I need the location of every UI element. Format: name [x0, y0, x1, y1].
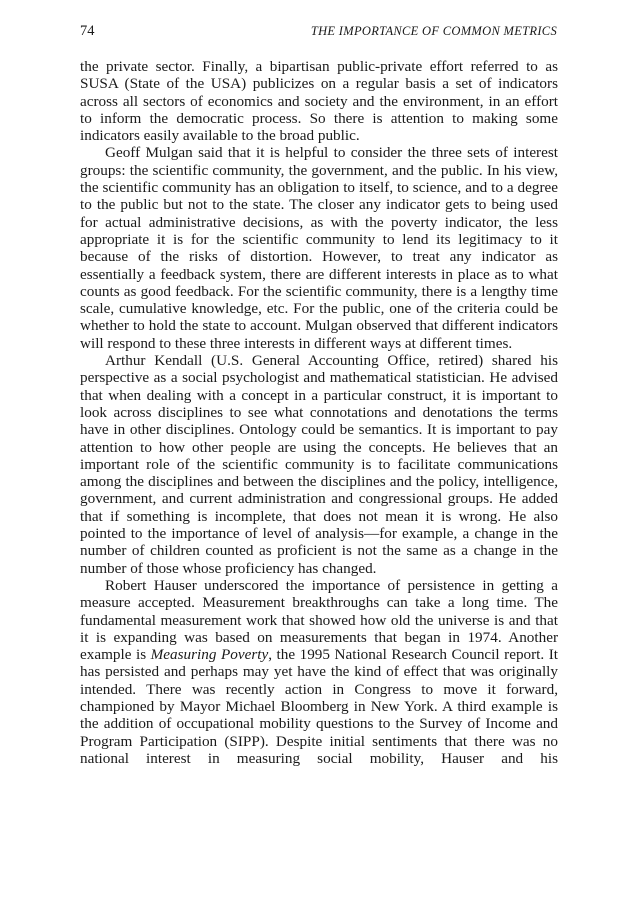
paragraph: Arthur Kendall (U.S. General Accounting Office, retired) shared his perspective as a social psychologist and mathematical statistician. He advised that when dealing with a concept in a particular construct, it is important to look across disciplines to see what connotations and denotations the terms have in other disciplines. Ontology could be semantics. It is important to pay attention to how other people are using the concepts. He believes that an important role of the scientific community is to facilitate communications among the disciplines and between the disciplines and the policy, intelligence, government, and current administration and congressional groups. He added that if something is incomplete, that does not mean it is wrong. He also pointed to the importance of level of analysis—for example, a change in the number of children counted as proficient is not the same as a change in the number of those whose proficiency has changed. [80, 352, 558, 577]
body-text [80, 58, 558, 767]
paragraph-text: , the 1995 National Research Council report. It has persisted and perhaps may yet have the kind of effect that was originally intended. There was recently action in Congress to move it forward, championed by Mayor Michael Bloomberg in New York. A third example is the addition of occupational mobility questions to the Survey of Income and Program Participation (SIPP). Despite initial sentiments that there was no national interest in measuring social mobility, Hauser and his [80, 646, 559, 767]
book-title: Measuring Poverty [150, 646, 269, 664]
paragraph: Geoff Mulgan said that it is helpful to consider the three sets of interest groups: the scientific community, the government, and the public. In his view, the scientific community has an obligation to itself, to science, and to a degree to the public but not to the state. The closer any indicator gets to being used for actual administrative decisions, as with the poverty indicator, the less appropriate it is for the scientific community to lend its legitimacy to it because of the risks of distortion. However, to treat any indicator as essentially a feedback system, there are different interests in place as to what counts as good feedback. For the scientific community, there is a lengthy time scale, cumulative knowledge, etc. For the public, one of the criteria could be whether to hold the state to account. Mulgan observed that different indicators will respond to these three interests in different ways at different times. [80, 144, 558, 352]
running-head [80, 20, 557, 42]
paragraph [80, 577, 558, 767]
page-number: 74 [80, 23, 95, 39]
running-title: THE IMPORTANCE OF COMMON METRICS [310, 24, 557, 38]
paragraph-text: Robert Hauser underscored the importance of persistence in getting a measure accepted. Measurement breakthroughs can take a long time. The fundamental measurement work that showed how old the universe is and that it is expanding was based on measurements that began in 1974. Another example is [80, 576, 558, 664]
paragraph: the private sector. Finally, a bipartisan public-private effort referred to as SUSA (State of the USA) publicizes on a regular basis a set of indicators across all sectors of economics and society and the environment, in an effort to inform the democratic process. So there is attention to making some indicators easily available to the broad public. [80, 58, 558, 145]
